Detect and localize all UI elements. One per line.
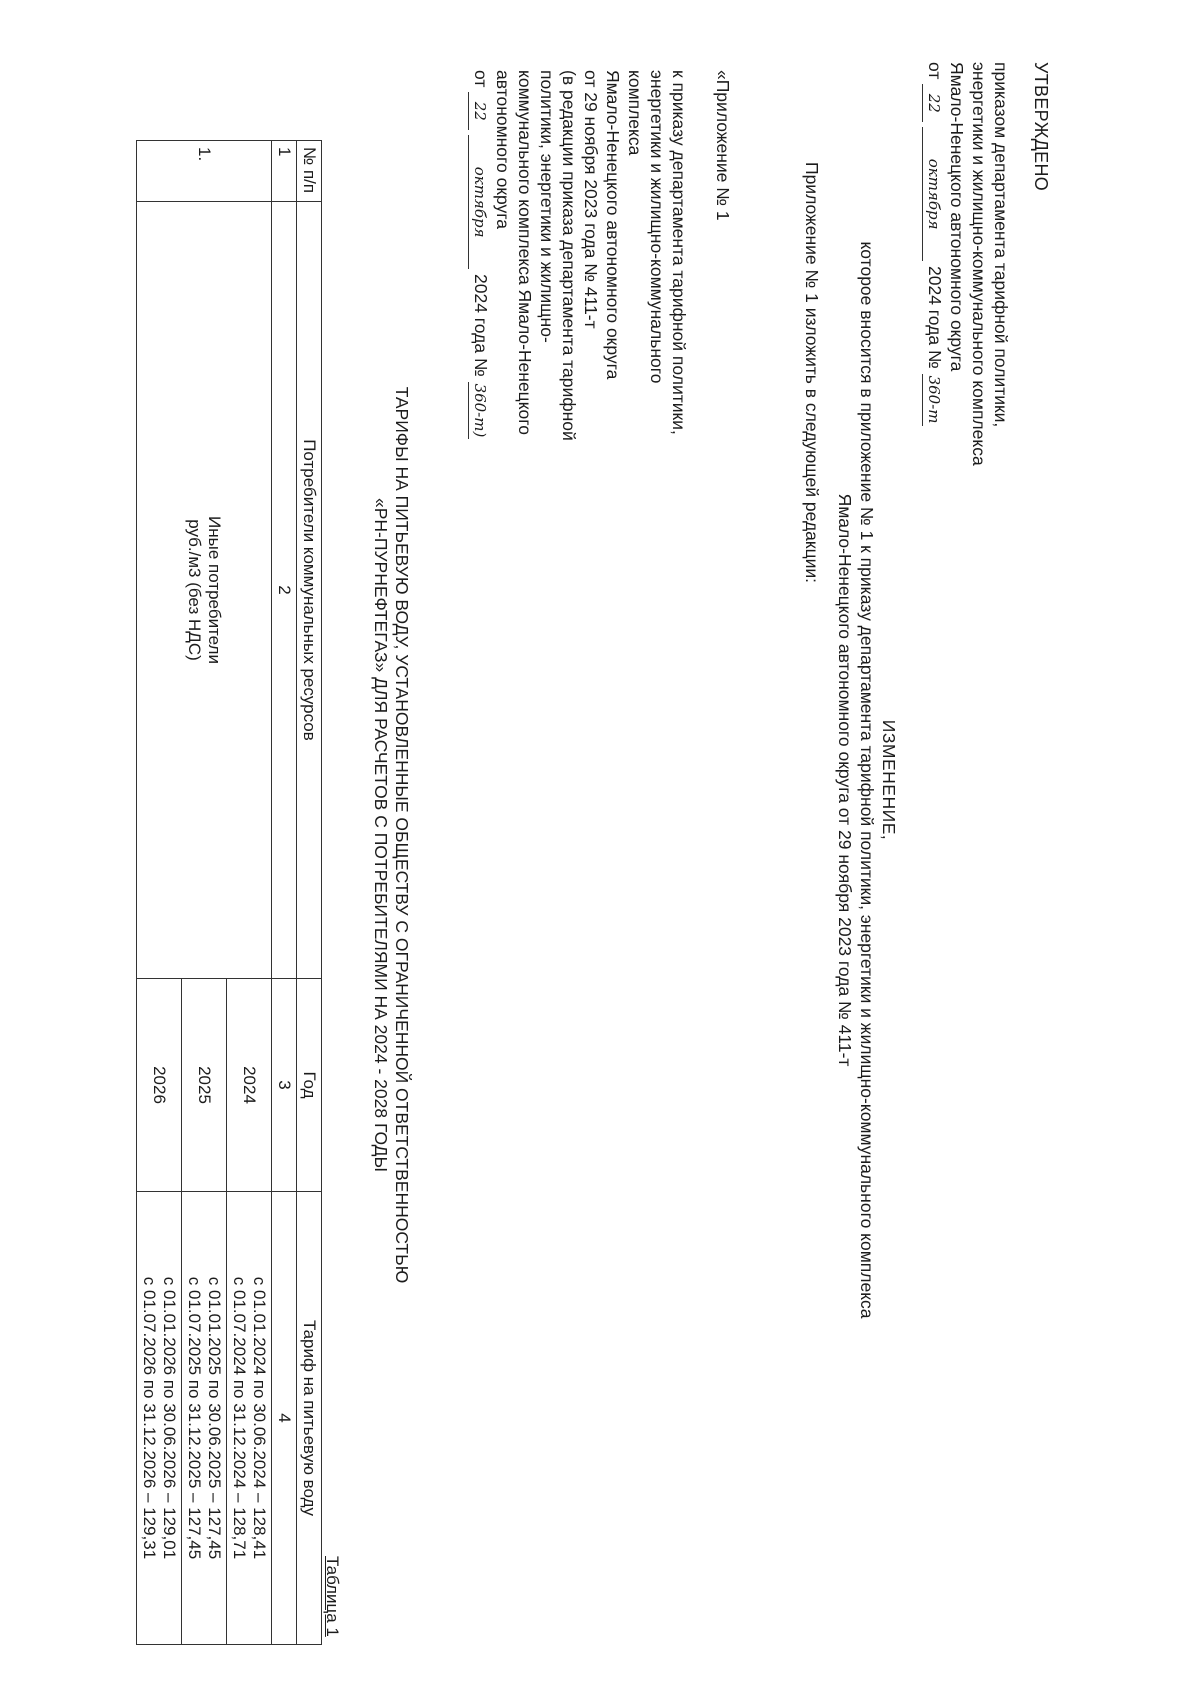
index-cell: 4 — [272, 1192, 297, 1645]
annex-line: коммунального комплекса Ямало-Ненецкого — [515, 70, 535, 436]
table-header-row — [297, 141, 322, 1645]
header-year: Год — [297, 979, 322, 1192]
annex-order-number: 360-т) — [468, 382, 491, 440]
consumer-name: Иные потребители — [205, 516, 224, 664]
index-cell: 3 — [272, 979, 297, 1192]
annex-line: от 29 ноября 2023 года № 411-т — [581, 70, 601, 329]
annex-line: автономного округа — [493, 70, 513, 230]
tariffs-title-line: «РН-ПУРНЕФТЕГАЗ» ДЛЯ РАСЧЕТОВ С ПОТРЕБИТЕЛЯМИ НА 2024 - 2028 ГОДЫ — [371, 497, 391, 1173]
approval-line: Ямало-Ненецкого автономного округа — [947, 62, 967, 372]
approval-date-prefix: от — [925, 62, 945, 80]
annex-line: энергетики и жилищно-коммунального — [647, 70, 667, 384]
row-number: 1. — [137, 141, 272, 202]
approval-line: приказом департамента тарифной политики, — [991, 62, 1011, 428]
tariff-cell — [182, 1192, 227, 1645]
change-heading-block — [834, 210, 900, 1350]
approval-order-number: 360-т — [922, 374, 945, 426]
annex-line: комплекса — [625, 70, 645, 156]
tariffs-title-line: ТАРИФЫ НА ПИТЬЕВУЮ ВОДУ, УСТАНОВЛЕННЫЕ ОБЩЕСТВУ С ОГРАНИЧЕННОЙ ОТВЕТСТВЕННОСТЬЮ — [392, 386, 412, 1284]
approval-date-month: октября — [922, 127, 945, 261]
tariffs-title — [370, 150, 412, 1520]
annex-date-year: 2024 года № — [471, 274, 491, 377]
change-title: ИЗМЕНЕНИЕ, — [879, 719, 899, 841]
tariff-period: с 01.01.2024 по 30.06.2024 – 128,41 — [250, 1276, 269, 1560]
tariff-table — [136, 140, 322, 1645]
year-cell: 2025 — [182, 979, 227, 1192]
annex-heading: «Приложение № 1 — [713, 70, 733, 221]
approval-date-line — [922, 62, 946, 482]
annex-date-prefix: от — [471, 70, 491, 88]
tariff-period: с 01.07.2024 по 31.12.2024 – 128,71 — [230, 1276, 249, 1560]
instruction-text: Приложение № 1 изложить в следующей редакции: — [802, 162, 822, 583]
header-consumers: Потребители коммунальных ресурсов — [297, 202, 322, 979]
tariff-period: с 01.07.2025 по 31.12.2025 – 127,45 — [185, 1276, 204, 1560]
index-cell: 1 — [272, 141, 297, 202]
annex-line: Ямало-Ненецкого автономного округа — [603, 70, 623, 380]
annex-line: к приказу департамента тарифной политики, — [669, 70, 689, 435]
annex-line: политики, энергетики и жилищно- — [537, 70, 557, 343]
table-index-row — [272, 141, 297, 1645]
change-text: которое вносится в приложение № 1 к приказу департамента тарифной политики, энергетики и жилищно-коммунального комплекса Ямало-Ненецкого автономного округа от 29 ноября 2023 года № 411-т — [835, 241, 877, 1319]
table-row — [227, 141, 272, 1645]
annex-line: (в редакции приказа департамента тарифной — [559, 70, 579, 441]
approval-line: энергетики и жилищно-коммунального комплекса — [969, 62, 989, 466]
annex-date-month: октября — [468, 135, 491, 269]
year-cell: 2026 — [137, 979, 182, 1192]
tariff-cell — [137, 1192, 182, 1645]
annex-date-day: 22 — [468, 92, 491, 130]
approval-date-day: 22 — [922, 84, 945, 122]
tariff-period: с 01.07.2026 по 31.12.2026 – 129,31 — [140, 1276, 159, 1560]
table-label: Таблица 1 — [323, 1556, 342, 1637]
consumer-cell — [137, 202, 272, 979]
header-number: № п/п — [297, 141, 322, 202]
annex-block — [468, 70, 734, 510]
consumer-unit: руб./м3 (без НДС) — [185, 519, 204, 661]
header-tariff: Тариф на питьевую воду — [297, 1192, 322, 1645]
annex-date-line — [468, 70, 492, 510]
tariff-period: с 01.01.2025 по 30.06.2025 – 127,45 — [205, 1276, 224, 1560]
year-cell: 2024 — [227, 979, 272, 1192]
approval-heading: УТВЕРЖДЕНО — [1031, 62, 1051, 192]
index-cell: 2 — [272, 202, 297, 979]
tariff-cell — [227, 1192, 272, 1645]
approval-date-year: 2024 года № — [925, 266, 945, 369]
tariff-period: с 01.01.2026 по 30.06.2026 – 129,01 — [160, 1276, 179, 1560]
approval-block — [922, 62, 1052, 482]
